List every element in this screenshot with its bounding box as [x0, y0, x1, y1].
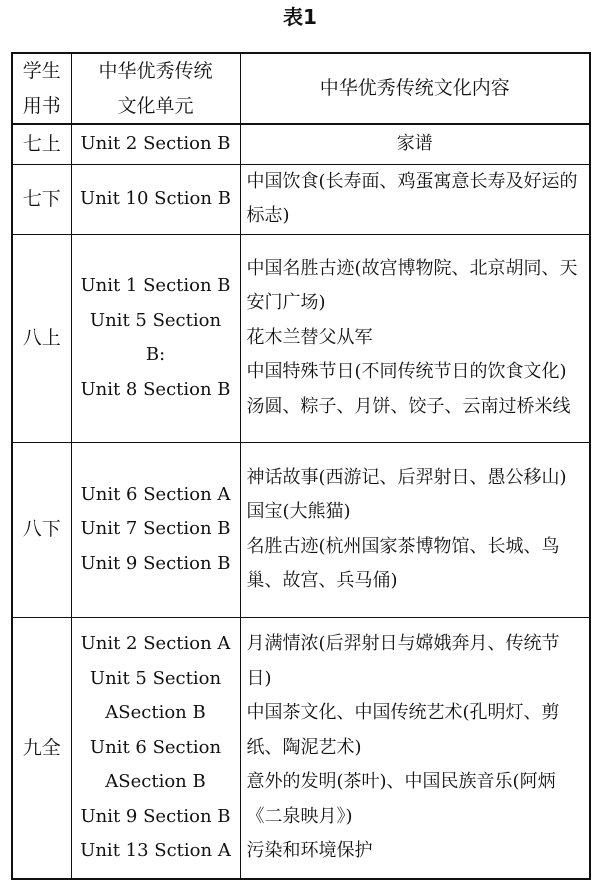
table-header-row [12, 53, 590, 124]
content-item: 中国饮食(长寿面、鸡蛋寓意长寿及好运的标志) [246, 170, 578, 226]
content-cell [240, 442, 590, 617]
unit-line: Unit 10 Sction B [80, 187, 231, 209]
unit-cell [71, 234, 240, 442]
content-item: 花木兰替父从军 [246, 326, 373, 348]
table-row [12, 164, 590, 234]
grade-cell: 七上 [12, 124, 71, 164]
header-grade-line: 用书 [22, 94, 61, 117]
table-row [12, 617, 590, 879]
content-cell [240, 164, 590, 234]
unit-line: Unit 6 Section [89, 736, 222, 758]
culture-table [11, 52, 591, 880]
grade-cell: 七下 [12, 164, 71, 234]
unit-line: Unit 9 Section B [80, 552, 231, 574]
unit-line: Unit 2 Section B [80, 133, 231, 154]
content-item: 月满情浓(后羿射日与嫦娥奔月、传统节日) [246, 633, 560, 689]
content-item: 污染和环境保护 [246, 840, 373, 861]
unit-line: Unit 5 Section [89, 667, 222, 689]
table-row [12, 234, 590, 442]
content-cell [240, 124, 590, 164]
unit-line: ASection B [105, 771, 206, 792]
header-grade-line: 学生 [22, 60, 61, 82]
table-row [12, 442, 590, 617]
unit-line: Unit 7 Section B [80, 518, 231, 540]
unit-cell [71, 617, 240, 879]
content-item: 中国茶文化、中国传统艺术(孔明灯、剪纸、陶泥艺术) [246, 702, 560, 758]
grade-cell: 九全 [12, 617, 71, 879]
unit-line: B: [145, 344, 166, 365]
unit-line: Unit 8 Section B [80, 378, 231, 400]
header-content: 中华优秀传统文化内容 [240, 53, 590, 124]
grade-cell: 八下 [12, 442, 71, 617]
content-item: 家谱 [396, 133, 433, 154]
unit-line: Unit 1 Section B [80, 275, 231, 296]
content-item: 中国特殊节日(不同传统节日的饮食文化)汤圆、粽子、月饼、饺子、云南过桥米线 [246, 361, 571, 417]
unit-line: Unit 13 Sction A [80, 840, 231, 861]
table-row [12, 124, 590, 164]
content-item: 神话故事(西游记、后羿射日、愚公移山) [246, 466, 567, 488]
content-item: 名胜古迹(杭州国家茶博物馆、长城、鸟巢、故宫、兵马俑) [246, 535, 560, 591]
unit-cell [71, 124, 240, 164]
header-unit-line: 中华优秀传统 [98, 60, 213, 82]
header-unit [71, 53, 240, 124]
unit-line: Unit 6 Section A [80, 483, 231, 505]
grade-cell: 八上 [12, 234, 71, 442]
header-grade [12, 53, 71, 124]
unit-line: Unit 2 Section A [80, 633, 231, 654]
table-body [12, 124, 590, 879]
content-cell [240, 234, 590, 442]
content-cell [240, 617, 590, 879]
table-caption: 表1 [283, 5, 317, 29]
unit-line: Unit 9 Section B [80, 805, 231, 827]
unit-line: Unit 5 Section [89, 309, 222, 331]
content-item: 中国名胜古迹(故宫博物院、北京胡同、天安门广场) [246, 257, 578, 314]
unit-cell [71, 164, 240, 234]
header-unit-line: 文化单元 [117, 94, 194, 117]
content-item: 国宝(大熊猫) [246, 501, 351, 522]
unit-cell [71, 442, 240, 617]
content-item: 意外的发明(茶叶)、中国民族音乐(阿炳《二泉映月》) [246, 771, 556, 827]
unit-line: ASection B [105, 702, 206, 723]
